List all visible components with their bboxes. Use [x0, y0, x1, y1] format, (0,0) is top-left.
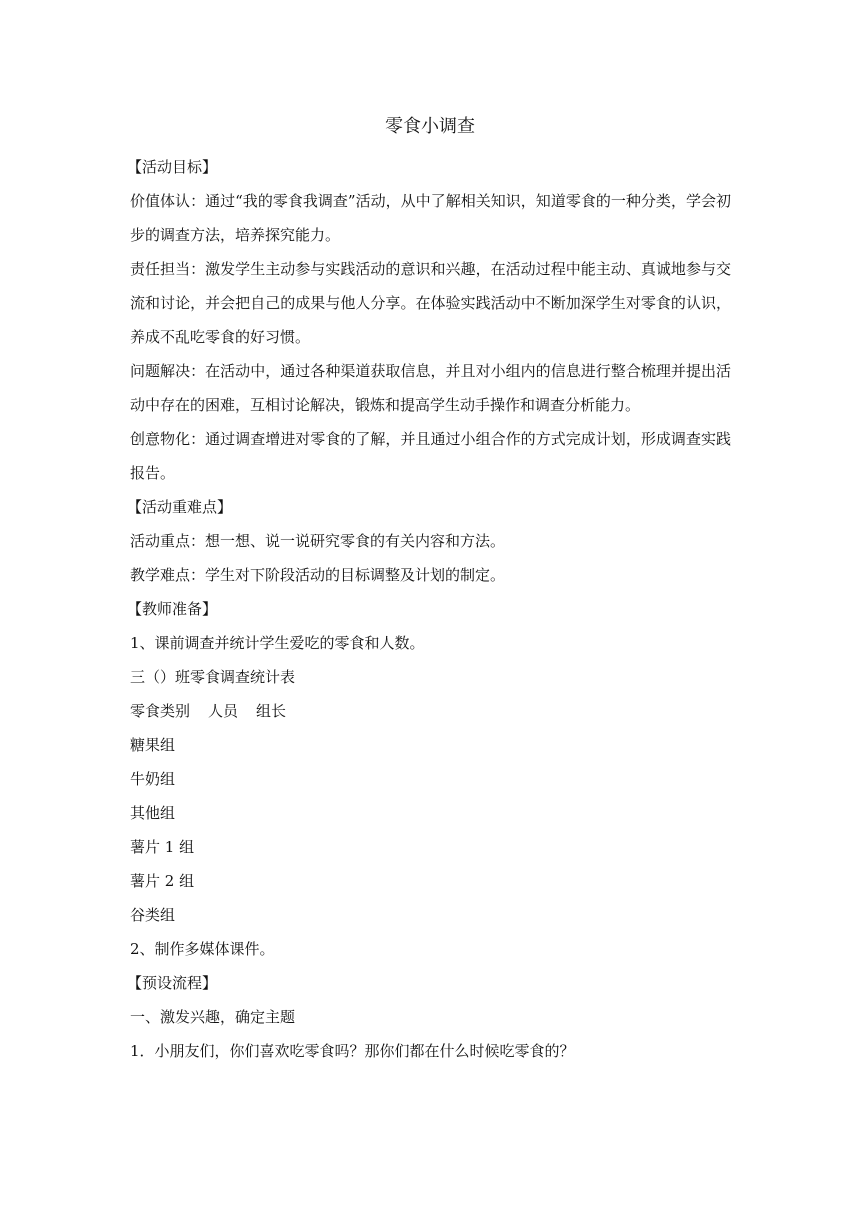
section-heading-key-points: 【活动重难点】 [127, 498, 233, 516]
table-row: 薯片 1 组 [130, 838, 195, 856]
paragraph-prep-1: 1、课前调查并统计学生爱吃的零食和人数。 [130, 634, 425, 652]
section-heading-goals: 【活动目标】 [127, 158, 218, 176]
paragraph-goal-value: 价值体认：通过“我的零食我调查”活动，从中了解相关知识，知道零食的一种分类，学会初步的调查方法，培养探究能力。 [130, 192, 731, 244]
table-title: 三（）班零食调查统计表 [130, 668, 296, 686]
section-heading-flow: 【预设流程】 [127, 974, 218, 992]
table-row: 薯片 2 组 [130, 872, 195, 890]
document-title: 零食小调查 [385, 116, 475, 137]
table-header-row [130, 694, 731, 728]
table-row: 其他组 [130, 804, 176, 822]
table-header-leader: 组长 [256, 702, 287, 720]
paragraph-key-point: 活动重点：想一想、说一说研究零食的有关内容和方法。 [130, 532, 506, 550]
paragraph-goal-creative: 创意物化：通过调查增进对零食的了解，并且通过小组合作的方式完成计划，形成调查实践报告。 [130, 430, 731, 482]
flow-question-1: 1．小朋友们，你们喜欢吃零食吗？那你们都在什么时候吃零食的？ [130, 1042, 575, 1060]
section-heading-preparation: 【教师准备】 [127, 600, 218, 618]
document-body [127, 150, 731, 1068]
table-header-category: 零食类别 [130, 702, 191, 720]
paragraph-goal-problem: 问题解决：在活动中，通过各种渠道获取信息，并且对小组内的信息进行整合梳理并提出活动中存在的困难，互相讨论解决，锻炼和提高学生动手操作和调查分析能力。 [130, 362, 731, 414]
table-header-members: 人员 [208, 702, 239, 720]
paragraph-difficult-point: 教学难点：学生对下阶段活动的目标调整及计划的制定。 [130, 566, 506, 584]
paragraph-goal-responsibility: 责任担当：激发学生主动参与实践活动的意识和兴趣，在活动过程中能主动、真诚地参与交流和讨论，并会把自己的成果与他人分享。在体验实践活动中不断加深学生对零食的认识，养成不乱吃零食的好习惯。 [130, 260, 731, 346]
paragraph-prep-2: 2、制作多媒体课件。 [130, 940, 275, 958]
table-row: 谷类组 [130, 906, 176, 924]
table-row: 牛奶组 [130, 770, 176, 788]
flow-step-1: 一、激发兴趣，确定主题 [130, 1008, 296, 1026]
table-row: 糖果组 [130, 736, 176, 754]
